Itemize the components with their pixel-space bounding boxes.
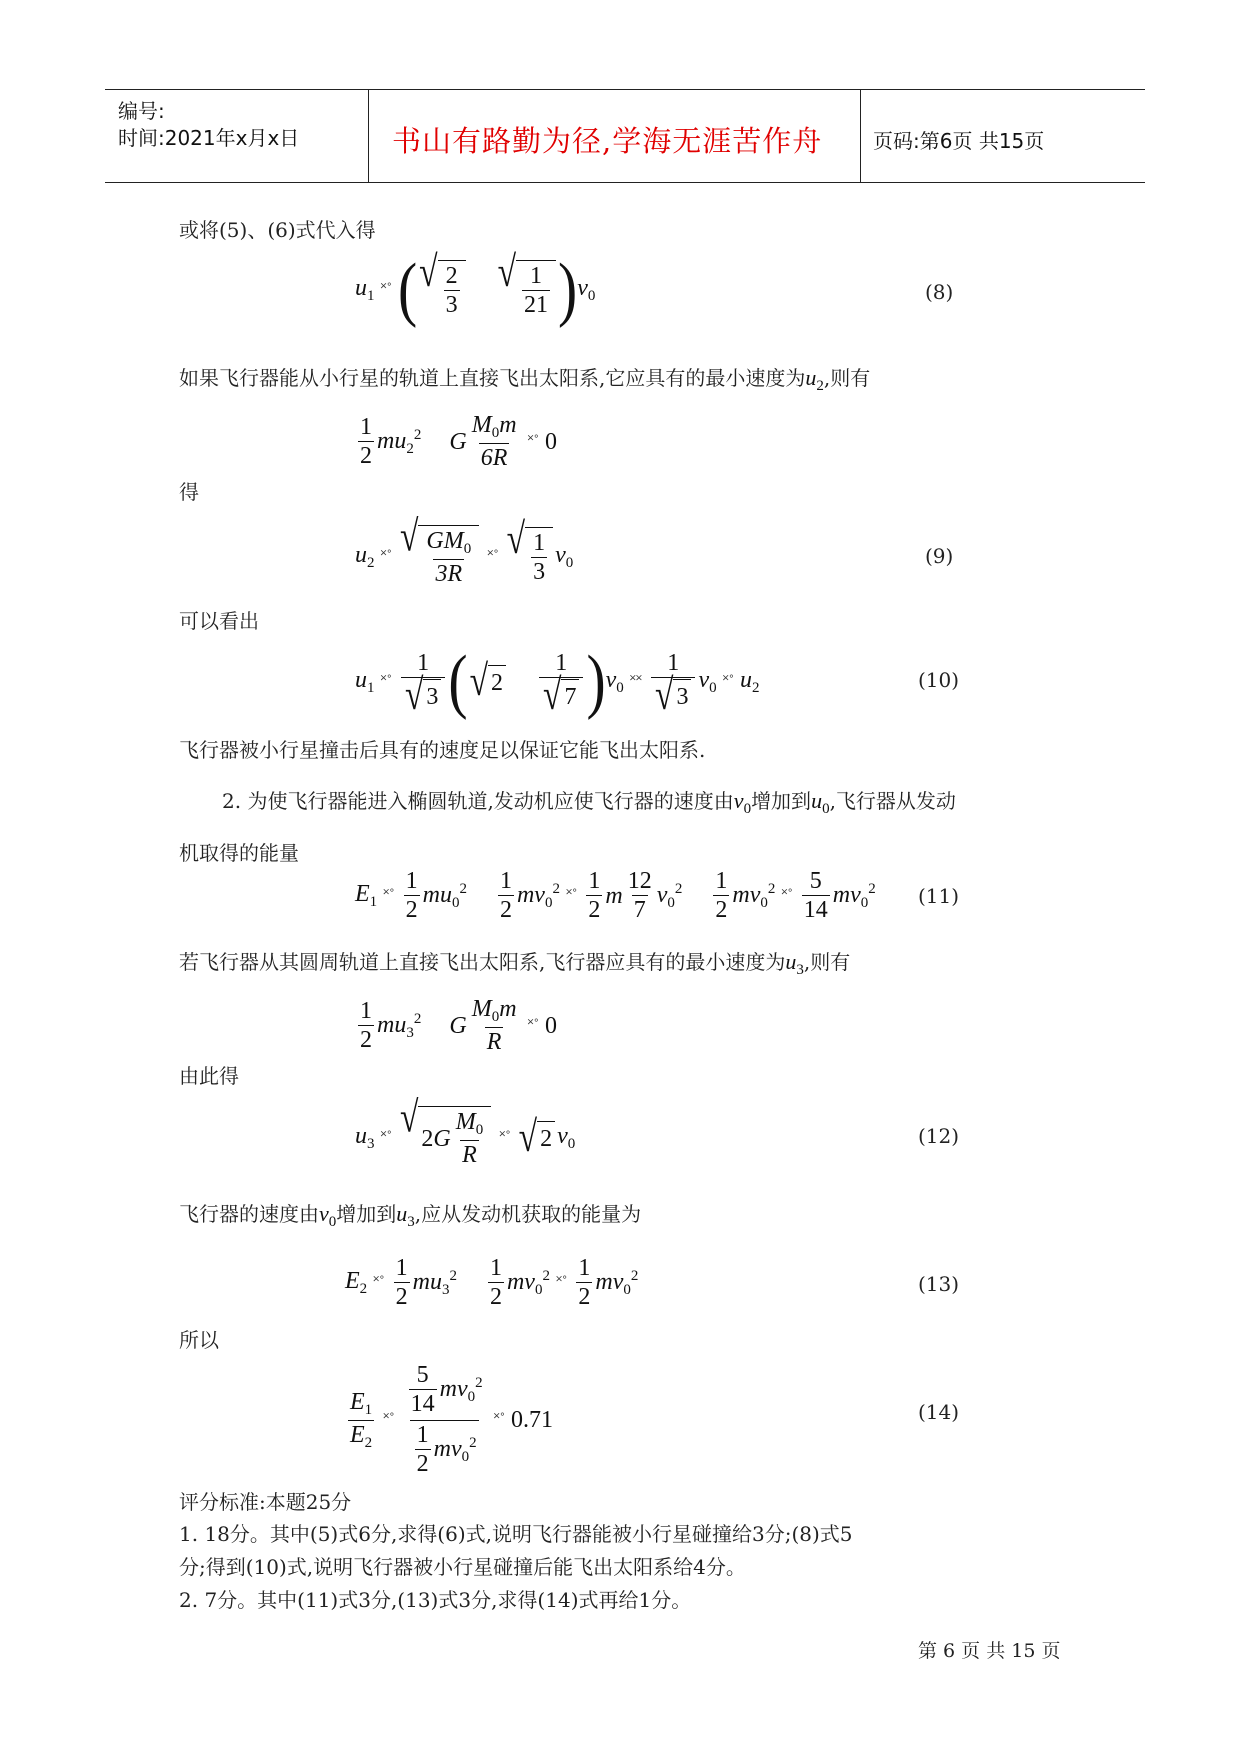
equation-number-14: (14) — [918, 1400, 960, 1424]
paragraph-6: 2. 为使飞行器能进入椭圆轨道,发动机应使飞行器的速度由$v_0$增加到$u_0$,飞行器从发动 — [222, 788, 956, 817]
grading-line-1: 1. 18分。其中(5)式6分,求得(6)式,说明飞行器能被小行星碰撞给3分;(8)式5 — [179, 1522, 853, 1546]
header-bottom-rule — [105, 182, 1145, 183]
header-motto: 书山有路勤为径,学海无涯苦作舟 — [392, 124, 823, 158]
equation-number-13: (13) — [918, 1272, 960, 1296]
header-divider-right — [860, 90, 861, 182]
grading-title: 评分标准:本题25分 — [179, 1490, 352, 1514]
equation-number-8: (8) — [925, 280, 954, 304]
header-divider-left — [368, 90, 369, 182]
header-top-rule — [105, 89, 1145, 90]
header-time-label: 时间:2021年x月x日 — [118, 126, 300, 150]
paragraph-3: 得 — [179, 480, 199, 504]
equation-13: $E_2$ ˟˚ $\frac{1}{2}$ $mu_3^2$ $\frac{1}{2}$ $mv_0^2$ ˟˚ $\frac{1}{2}$ $mv_0^2$ — [345, 1255, 639, 1311]
paragraph-2: 如果飞行器能从小行星的轨道上直接飞出太阳系,它应具有的最小速度为$u_2$,则有 — [179, 365, 871, 394]
equation-energy-u3: $\frac{1}{2}$ $mu_3^2$ G $\frac{M_0m}{R}$ ˟˚ 0 — [360, 996, 557, 1055]
equation-14: $\frac{E_1}{E_2}$ ˟˚ $\frac{5}{14}$ $mv_0^2$ $\frac{1}{2}$ $mv_0^2$ ˟˚ 0.71 — [350, 1362, 554, 1478]
paragraph-11: 所以 — [179, 1328, 219, 1352]
equation-10: $u_1$ ˟˚ 1 √ 3 ( √ 2 1 √ 7 ) $v_0$ ˟˟ 1 √ 3 $v_0$ ˟˚ $u_2$ — [355, 642, 760, 721]
paragraph-5: 飞行器被小行星撞击后具有的速度足以保证它能飞出太阳系. — [179, 738, 706, 762]
equation-8: $u_1$ ˟˚ ( √ $\frac{2}{3}$ √ $\frac{1}{21}$ ) $v_0$ — [355, 248, 596, 329]
equation-number-11: (11) — [918, 884, 960, 908]
grading-line-3: 2. 7分。其中(11)式3分,(13)式3分,求得(14)式再给1分。 — [179, 1588, 692, 1612]
equation-energy-u2: $\frac{1}{2}$ $mu_2^2$ G $\frac{M_0m}{6R}$ ˟˚ 0 — [360, 412, 557, 471]
paragraph-7: 机取得的能量 — [179, 841, 299, 865]
grading-line-2: 分;得到(10)式,说明飞行器被小行星碰撞后能飞出太阳系给4分。 — [179, 1555, 746, 1579]
equation-11: $E_1$ ˟˚ $\frac{1}{2}$ $mu_0^2$ $\frac{1}{2}$ $mv_0^2$ ˟˚ $\frac{1}{2}$ m $\frac{12}{7}$ $v_0^2$ $\frac{1}{2}$ $mv_0^2$ ˟˚ $\frac{5}{14}$ $mv_0^2$ — [355, 868, 876, 924]
footer-page-number: 第 6 页 共 15 页 — [918, 1640, 1061, 1662]
paragraph-10: 飞行器的速度由$v_0$增加到$u_3$,应从发动机获取的能量为 — [179, 1201, 642, 1230]
paragraph-4: 可以看出 — [179, 609, 259, 633]
equation-number-12: (12) — [918, 1124, 960, 1148]
equation-number-10: (10) — [918, 668, 960, 692]
paragraph-1: 或将(5)、(6)式代入得 — [179, 218, 376, 242]
header-page-label: 页码:第6页 共15页 — [873, 129, 1045, 153]
header-number-label: 编号: — [118, 99, 165, 123]
equation-9: $u_2$ ˟˚ √ $\frac{GM_0}{3R}$ ˟˚ √ $\frac{1}{3}$ $v_0$ — [355, 512, 574, 587]
equation-number-9: (9) — [925, 544, 954, 568]
paragraph-8: 若飞行器从其圆周轨道上直接飞出太阳系,飞行器应具有的最小速度为$u_3$,则有 — [179, 949, 851, 978]
equation-12: $u_3$ ˟˚ √ 2 G $\frac{M_0}{R}$ ˟˚ √ 2 $v_0$ — [355, 1093, 576, 1168]
paragraph-9: 由此得 — [179, 1064, 239, 1088]
